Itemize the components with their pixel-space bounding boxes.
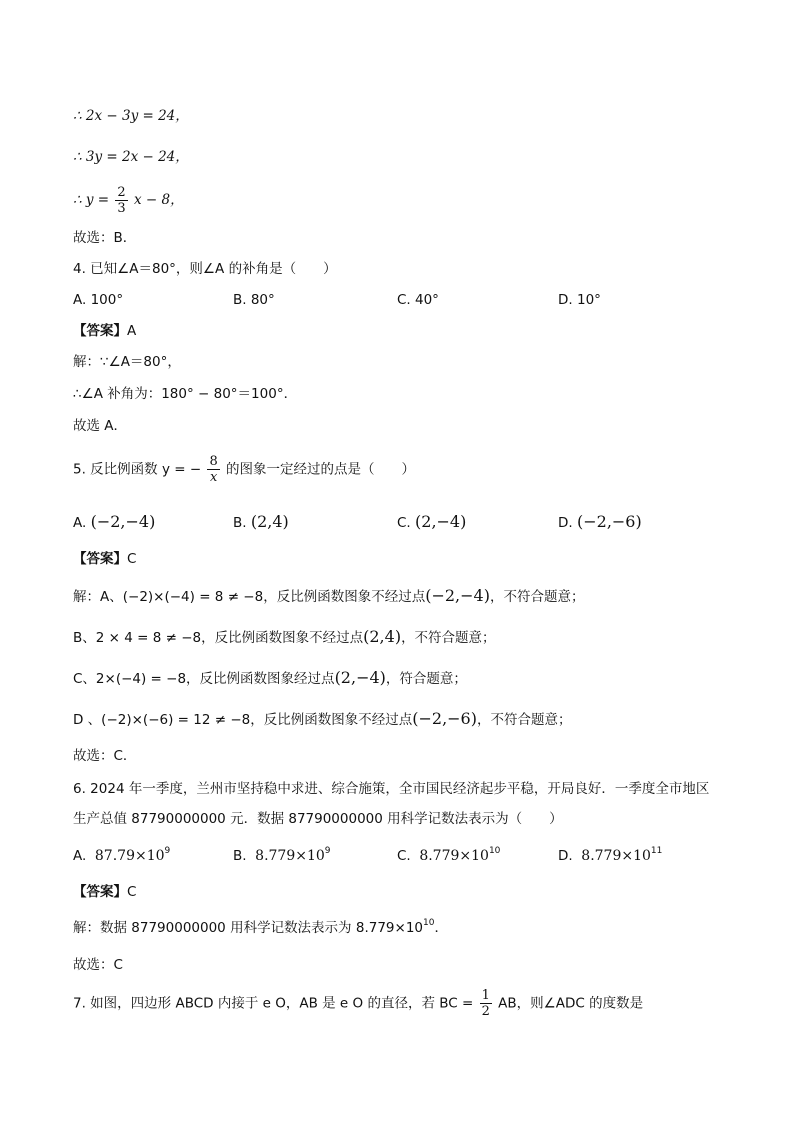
q4-option-c: C. 40° (397, 292, 439, 308)
fraction-two-thirds: $\frac{2}{3}$ (117, 185, 126, 216)
q6-option-b: B. $8.779\times 10^9$ (233, 846, 331, 864)
question-4-stem: 4. 已知∠A＝80°，则∠A 的补角是（ ） (73, 261, 337, 277)
solution-choice-b: 故选：B． (73, 230, 137, 246)
answer-value: C (127, 884, 137, 900)
q5-solution-a: 解：A、(−2)×(−4) = 8 ≠ −8，反比例函数图象不经过点(−2,−4)，不符合题意； (73, 586, 585, 605)
q4-answer (73, 321, 136, 341)
q5-solution-b: B、2 × 4 = 8 ≠ −8，反比例函数图象不经过点(2,4)，不符合题意； (73, 627, 496, 646)
question-5-stem: 5. 反比例函数 y = − $\frac{8}{x}$ 的图象一定经过的点是（ ） (73, 454, 416, 485)
question-6-stem-1: 6. 2024 年一季度，兰州市坚持稳中求进、综合施策，全市国民经济起步平稳，开局良好．一季度全市地区 (73, 781, 710, 797)
q4-solution-3: 故选 A． (73, 418, 128, 434)
answer-label: 【答案】 (73, 551, 127, 567)
q4-option-d: D. 10° (558, 292, 601, 308)
q6-option-a: A. $87.79\times 10^9$ (73, 846, 171, 864)
q6-final: 故选：C (73, 957, 123, 973)
q5-option-a: A. (−2,−4) (73, 512, 156, 531)
fraction-one-half: $\frac{1}{2}$ (481, 988, 490, 1019)
q4-solution-1: 解：∵∠A＝80°， (73, 354, 181, 370)
q6-option-d: D. $8.779\times 10^{11}$ (558, 846, 663, 864)
q5-option-b: B. (2,4) (233, 512, 289, 531)
q5-final: 故选：C． (73, 748, 137, 764)
answer-label: 【答案】 (73, 884, 127, 900)
q6-option-c: C. $8.779\times 10^{10}$ (397, 846, 501, 864)
q5-option-d: D. (−2,−6) (558, 512, 642, 531)
answer-value: A (127, 323, 137, 339)
q4-solution-2: ∴∠A 补角为：180° − 80°＝100°． (73, 386, 298, 402)
solution-line-1: ∴ 2x − 3y = 24， (73, 108, 189, 124)
q5-option-c: C. (2,−4) (397, 512, 467, 531)
q6-solution: 解：数据 87790000000 用科学记数法表示为 $8.779\times 10^{10}$． (73, 918, 448, 936)
question-6-stem-2: 生产总值 87790000000 元．数据 87790000000 用科学记数法表示为（ ） (73, 811, 563, 827)
solution-line-3: ∴ y = $\frac{2}{3}$ x − 8， (73, 185, 184, 216)
question-7-stem: 7. 如图，四边形 ABCD 内接于 e O，AB 是 e O 的直径，若 BC = $\frac{1}{2}$ AB，则∠ADC 的度数是 (73, 988, 644, 1019)
q4-option-b: B. 80° (233, 292, 275, 308)
fraction-eight-over-x: $\frac{8}{x}$ (209, 454, 218, 485)
q5-solution-d: D 、(−2)×(−6) = 12 ≠ −8，反比例函数图象不经过点(−2,−6)，不符合题意； (73, 709, 572, 728)
q4-option-a: A. 100° (73, 292, 124, 308)
answer-label: 【答案】 (73, 323, 127, 339)
q5-solution-c: C、2×(−4) = −8，反比例函数图象经过点(2,−4)，符合题意； (73, 668, 467, 687)
solution-line-2: ∴ 3y = 2x − 24， (73, 149, 189, 165)
q5-answer (73, 549, 136, 569)
q6-answer (73, 882, 136, 902)
answer-value: C (127, 551, 137, 567)
